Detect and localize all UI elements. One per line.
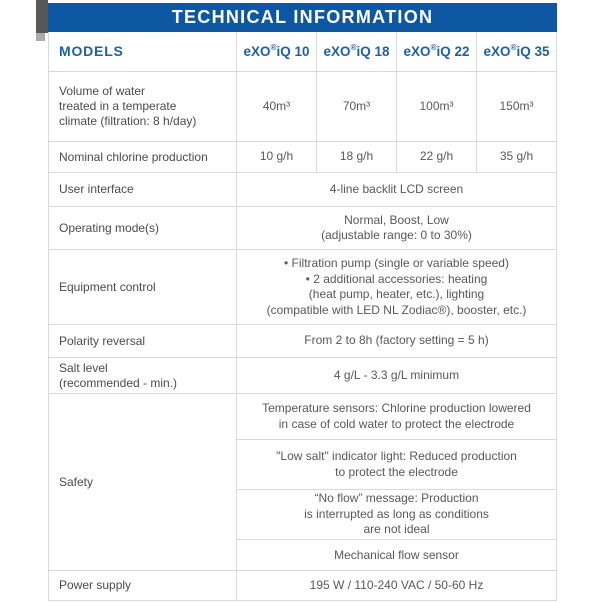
safety-item-mechanical-flow-sensor bbox=[237, 540, 556, 571]
value-line: (heat pump, heater, etc.), lighting bbox=[308, 287, 485, 301]
value-cell-iq10: 40m³ bbox=[236, 72, 316, 141]
value-cell-iq35: 150m³ bbox=[476, 72, 556, 141]
model-name: eXO bbox=[323, 44, 351, 59]
value-cell-merged bbox=[236, 250, 556, 324]
value-cell-iq22: 100m³ bbox=[396, 72, 476, 141]
model-header-exo-iq-18 bbox=[316, 32, 396, 71]
spec-table bbox=[48, 32, 557, 601]
window-edge-fragment-light bbox=[36, 33, 45, 41]
model-header-exo-iq-35 bbox=[476, 32, 556, 71]
value-line: Mechanical flow sensor bbox=[334, 547, 459, 562]
value-cell-merged: 4 g/L - 3.3 g/L minimum bbox=[236, 358, 556, 393]
value-cell-iq35: 35 g/h bbox=[476, 142, 556, 172]
row-label: Operating mode(s) bbox=[59, 220, 160, 235]
safety-items bbox=[236, 394, 556, 571]
value-line: (adjustable range: 0 to 30%) bbox=[321, 228, 472, 242]
value-line: to protect the electrode bbox=[335, 464, 458, 479]
table-title-bar bbox=[48, 3, 557, 32]
value-line: Temperature sensors: Chlorine production lowered bbox=[262, 401, 531, 415]
model-suffix: iQ 35 bbox=[516, 44, 550, 59]
table-header-row bbox=[49, 32, 556, 72]
value-cell-merged: 195 W / 110-240 VAC / 50-60 Hz bbox=[236, 571, 556, 600]
registered-mark: ® bbox=[430, 43, 437, 52]
value-cell-iq18: 18 g/h bbox=[316, 142, 396, 172]
row-operating-modes bbox=[49, 207, 556, 250]
row-label: Power supply bbox=[59, 578, 132, 592]
safety-item-low-salt-indicator bbox=[237, 440, 556, 490]
label-line: treated in a temperate bbox=[59, 99, 177, 113]
value-cell-iq18: 70m³ bbox=[316, 72, 396, 141]
row-label bbox=[49, 72, 236, 141]
row-label: Nominal chlorine production bbox=[59, 149, 208, 164]
value-line: (compatible with LED NL Zodiac®), booster, etc.) bbox=[266, 302, 527, 317]
label-line: climate (filtration: 8 h/day) bbox=[59, 114, 197, 128]
row-equipment-control bbox=[49, 250, 556, 325]
label-line: Salt level bbox=[59, 360, 108, 375]
model-suffix: iQ 18 bbox=[356, 44, 390, 59]
model-header-exo-iq-10 bbox=[236, 32, 316, 71]
table-title: TECHNICAL INFORMATION bbox=[171, 7, 434, 27]
value-cell-merged bbox=[236, 207, 556, 249]
row-label: Safety bbox=[59, 475, 94, 489]
value-cell-merged: From 2 to 8h (factory setting = 5 h) bbox=[236, 325, 556, 357]
value-cell-iq10: 10 g/h bbox=[236, 142, 316, 172]
technical-information-sheet bbox=[48, 3, 557, 601]
value-line: in case of cold water to protect the electrode bbox=[278, 416, 515, 431]
value-line: are not ideal bbox=[363, 522, 430, 537]
window-edge-fragment bbox=[36, 0, 48, 33]
safety-item-temperature-sensors bbox=[237, 394, 556, 440]
registered-mark: ® bbox=[270, 43, 277, 52]
safety-item-no-flow-message bbox=[237, 490, 556, 540]
row-safety bbox=[49, 394, 556, 571]
row-label: Polarity reversal bbox=[59, 333, 146, 348]
value-line: • 2 additional accessories: heating bbox=[305, 271, 488, 286]
row-power-supply bbox=[49, 571, 556, 600]
value-line: “No flow” message: Production bbox=[314, 491, 479, 506]
row-polarity-reversal bbox=[49, 325, 556, 358]
value-line: Normal, Boost, Low bbox=[344, 212, 449, 227]
label-line: (recommended - min.) bbox=[59, 375, 178, 390]
registered-mark: ® bbox=[510, 43, 517, 52]
model-name: eXO bbox=[403, 44, 431, 59]
model-suffix: iQ 22 bbox=[436, 44, 470, 59]
row-user-interface bbox=[49, 173, 556, 207]
model-name: eXO bbox=[243, 44, 271, 59]
value-line: "Low salt" indicator light: Reduced production bbox=[276, 449, 517, 463]
row-label bbox=[49, 358, 236, 393]
row-volume-of-water bbox=[49, 72, 556, 142]
row-salt-level bbox=[49, 358, 556, 394]
label-line: Volume of water bbox=[59, 84, 146, 98]
value-cell-merged: 4-line backlit LCD screen bbox=[236, 173, 556, 206]
model-header-exo-iq-22 bbox=[396, 32, 476, 71]
model-name: eXO bbox=[483, 44, 511, 59]
row-nominal-chlorine-production bbox=[49, 142, 556, 173]
models-header-label: MODELS bbox=[59, 43, 124, 59]
registered-mark: ® bbox=[350, 43, 357, 52]
value-line: is interrupted as long as conditions bbox=[304, 506, 489, 521]
value-line: • Filtration pump (single or variable speed) bbox=[284, 256, 509, 270]
row-label: User interface bbox=[59, 182, 134, 196]
model-suffix: iQ 10 bbox=[276, 44, 310, 59]
value-cell-iq22: 22 g/h bbox=[396, 142, 476, 172]
row-label: Equipment control bbox=[59, 279, 156, 294]
